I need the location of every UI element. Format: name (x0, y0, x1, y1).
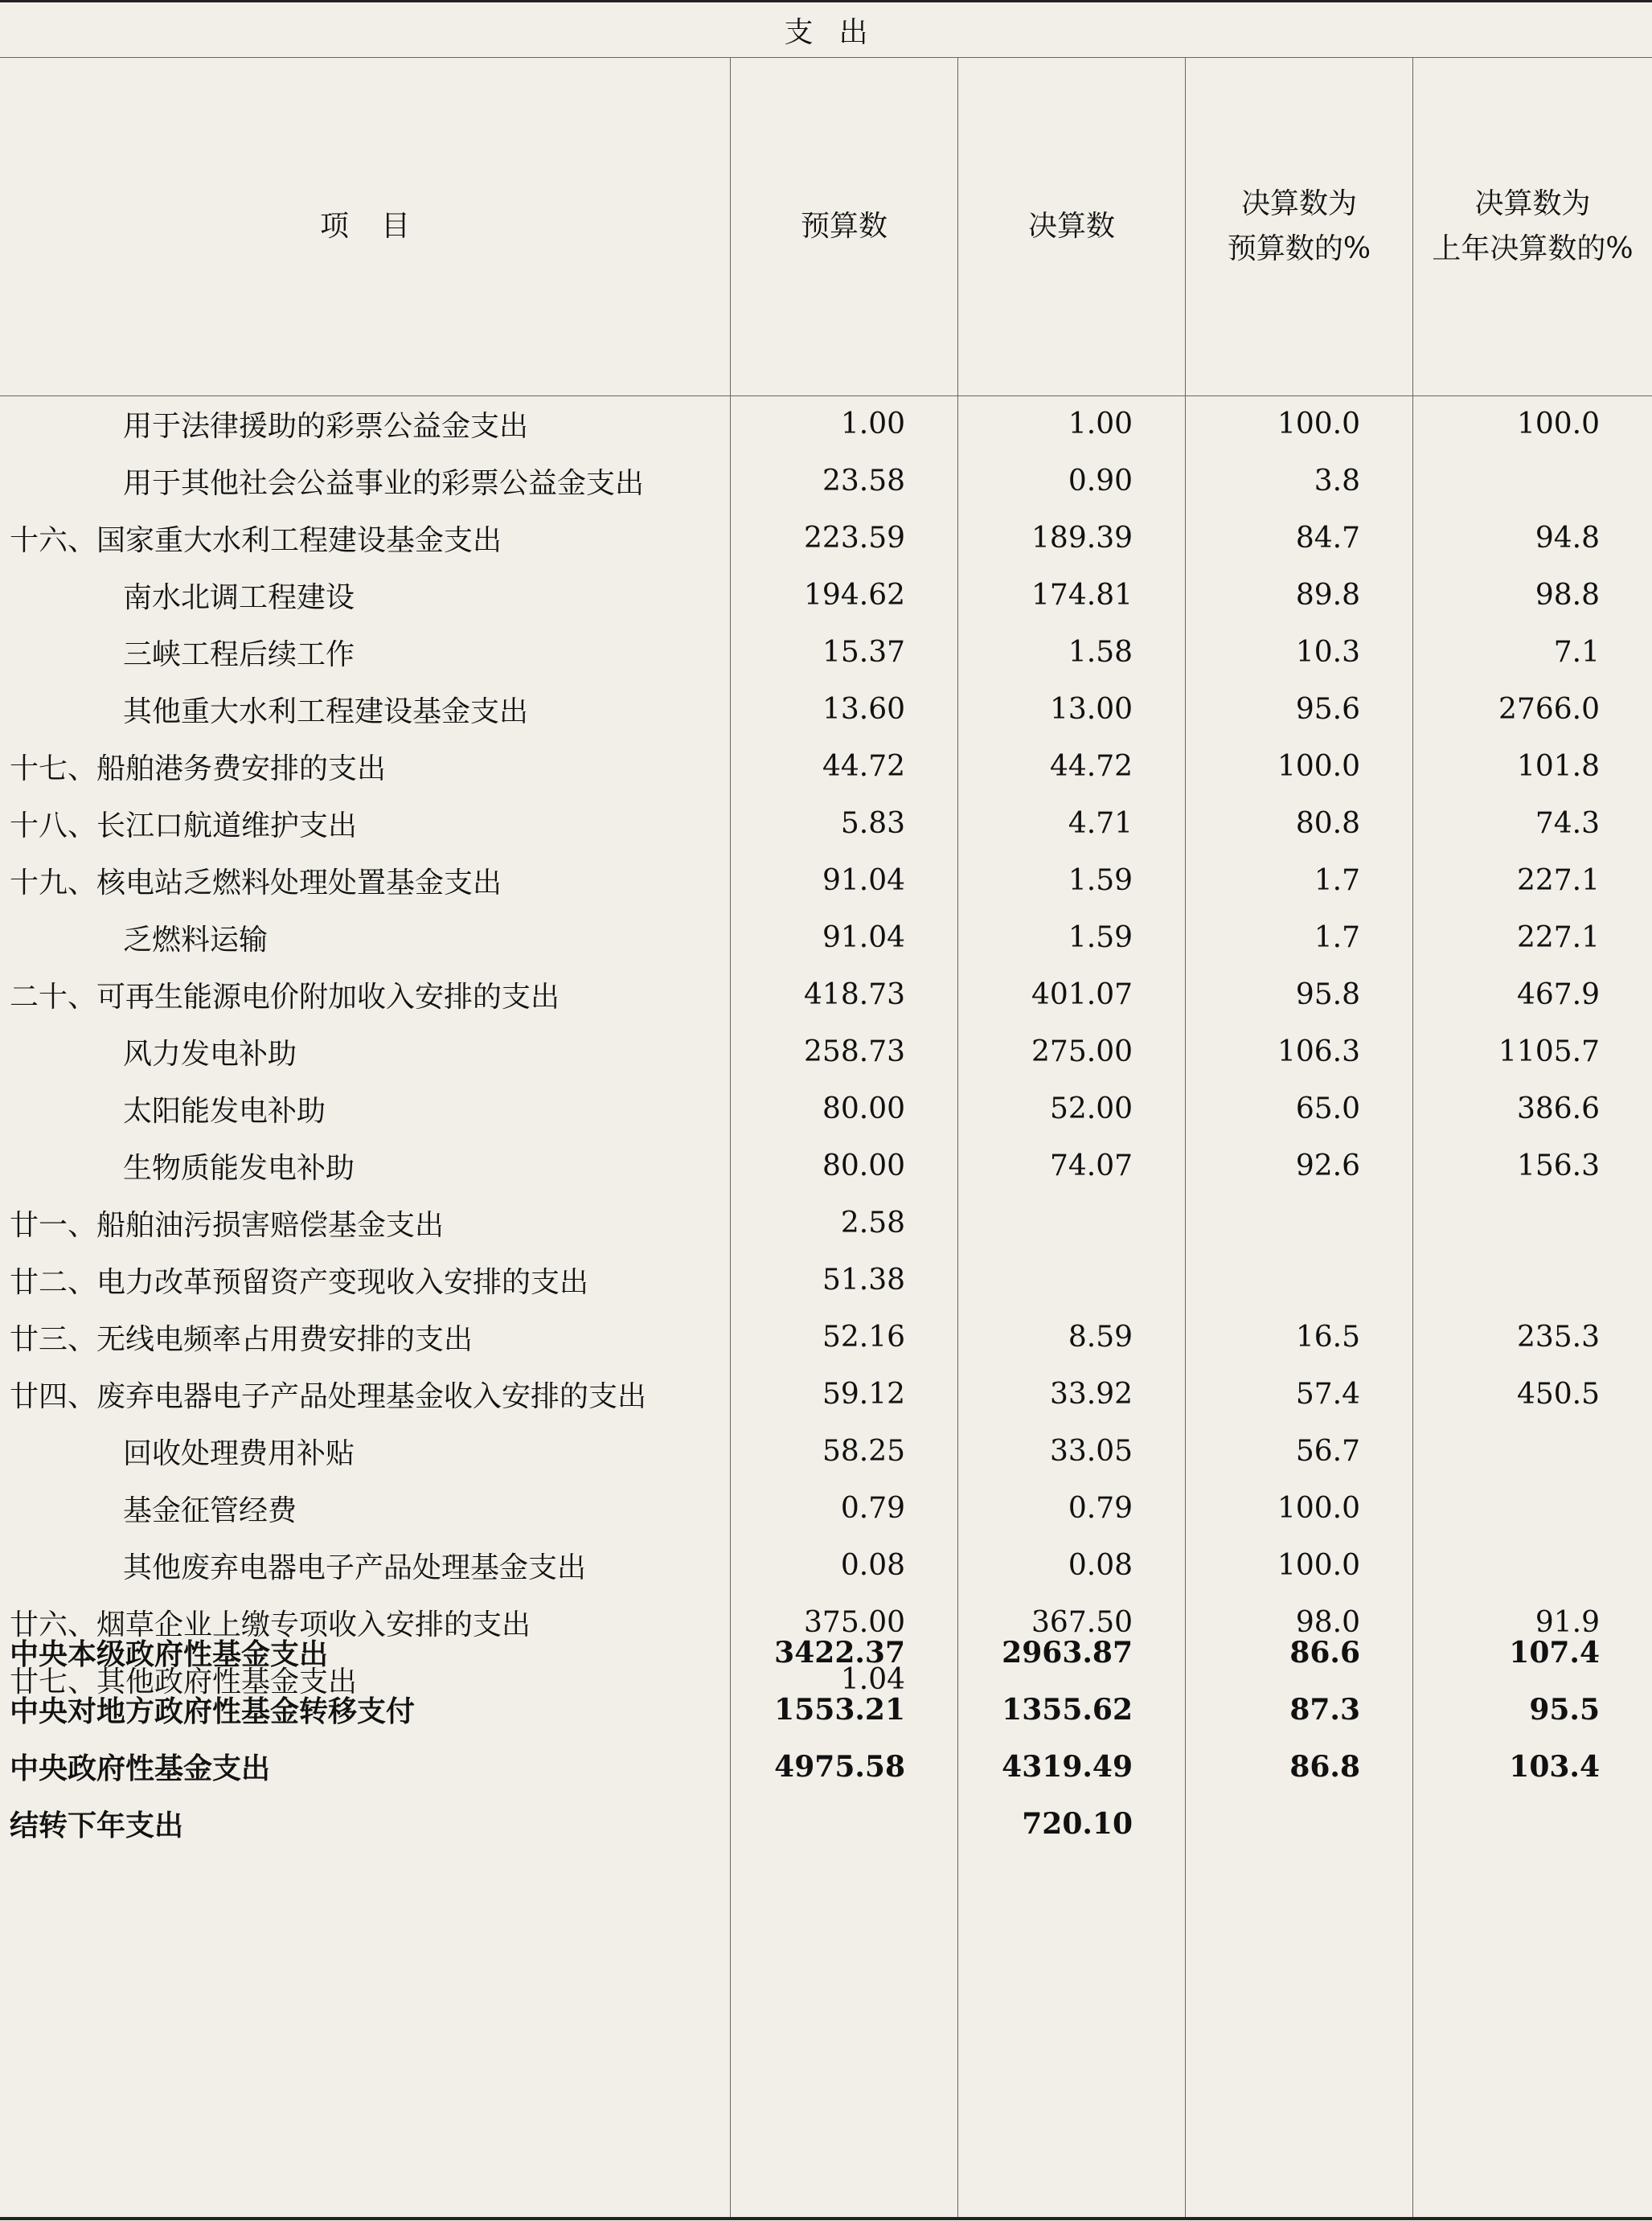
table-row-label: 其他重大水利工程建设基金支出 (123, 695, 529, 728)
table-row-label: 用于法律援助的彩票公益金支出 (123, 410, 529, 443)
total-row-pct-budget: 87.3 (1289, 1692, 1360, 1727)
total-row-final: 4319.49 (1002, 1749, 1133, 1784)
table-row-final: 275.00 (1031, 1035, 1133, 1068)
table-row-label: 廿三、无线电频率占用费安排的支出 (10, 1323, 473, 1356)
table-row-pct-prev: 91.9 (1535, 1606, 1600, 1639)
table-row-pct-budget: 57.4 (1295, 1378, 1360, 1411)
table-row-pct-prev: 7.1 (1553, 636, 1600, 669)
table-row-budget: 52.16 (822, 1321, 905, 1354)
table-row-pct-budget: 10.3 (1295, 636, 1360, 669)
total-row-label: 中央对地方政府性基金转移支付 (10, 1694, 416, 1728)
table-row-final: 0.79 (1068, 1492, 1133, 1525)
header-pct-prev: 决算数为 上年决算数的% (1412, 58, 1652, 395)
table-row-pct-budget: 1.7 (1314, 921, 1360, 954)
table-row-pct-budget: 106.3 (1277, 1035, 1360, 1068)
table-row-budget: 13.60 (822, 693, 905, 726)
table-row-final: 4.71 (1068, 807, 1133, 840)
table-row-final: 1.00 (1068, 408, 1133, 441)
table-row-pct-prev: 101.8 (1516, 750, 1600, 783)
table-row-pct-prev: 98.8 (1535, 579, 1600, 612)
table-row-pct-budget: 100.0 (1277, 408, 1360, 441)
table-row-final: 0.08 (1068, 1549, 1133, 1582)
table-row-pct-budget: 100.0 (1277, 1549, 1360, 1582)
table-row-pct-budget: 3.8 (1314, 465, 1360, 498)
table-row-pct-prev: 94.8 (1535, 522, 1600, 555)
table-row-budget: 91.04 (822, 921, 905, 954)
column-pct-prev (1412, 395, 1652, 2217)
table-row-label: 十八、长江口航道维护支出 (10, 809, 358, 842)
table-body (0, 395, 1652, 2217)
header-budget: 预算数 (730, 58, 957, 395)
table-row-label: 用于其他社会公益事业的彩票公益金支出 (123, 467, 645, 500)
table-row-final: 33.92 (1049, 1378, 1133, 1411)
table-row-budget: 15.37 (822, 636, 905, 669)
table-row-label: 风力发电补助 (123, 1038, 297, 1071)
total-row-pct-prev: 95.5 (1529, 1692, 1600, 1727)
table-row-label: 十七、船舶港务费安排的支出 (10, 752, 387, 785)
table-row-final: 44.72 (1049, 750, 1133, 783)
total-row-pct-budget: 86.8 (1289, 1749, 1360, 1784)
total-row-budget: 4975.58 (774, 1749, 905, 1784)
table-row-budget: 1.00 (840, 408, 905, 441)
table-row-pct-prev (1413, 1252, 1652, 1309)
table-row-label: 生物质能发电补助 (123, 1152, 355, 1185)
table-row-pct-budget (1186, 1195, 1412, 1252)
total-row-label: 结转下年支出 (10, 1809, 184, 1842)
table-row-final: 74.07 (1049, 1149, 1133, 1182)
table-row-label: 廿四、废弃电器电子产品处理基金收入安排的支出 (10, 1380, 647, 1413)
table-row-label: 廿一、船舶油污损害赔偿基金支出 (10, 1209, 445, 1242)
table-row-pct-prev (1413, 453, 1652, 510)
table-header (0, 58, 1652, 396)
table-row-final: 33.05 (1049, 1435, 1133, 1468)
table-row-final: 0.90 (1068, 465, 1133, 498)
table-row-pct-prev: 467.9 (1516, 978, 1600, 1011)
total-row-final: 1355.62 (1002, 1692, 1133, 1727)
table-row-pct-prev: 235.3 (1516, 1321, 1600, 1354)
table-row-final: 1.59 (1068, 864, 1133, 897)
table-row-pct-budget: 1.7 (1314, 864, 1360, 897)
table-row-pct-prev (1413, 1537, 1652, 1594)
table-row-budget: 23.58 (822, 465, 905, 498)
table-row-label: 南水北调工程建设 (123, 581, 355, 614)
table-row-pct-prev: 386.6 (1516, 1092, 1600, 1125)
table-row-final: 1.58 (1068, 636, 1133, 669)
total-row-pct-prev: 103.4 (1509, 1749, 1600, 1784)
table-row-pct-budget: 100.0 (1277, 750, 1360, 783)
table-row-budget: 5.83 (840, 807, 905, 840)
table-row-budget: 59.12 (822, 1378, 905, 1411)
table-row-budget: 1.04 (840, 1663, 905, 1696)
total-row-pct-budget (1186, 1795, 1412, 1852)
header-final: 决算数 (957, 58, 1185, 395)
table-row-pct-budget (1186, 1252, 1412, 1309)
table-row-label: 廿七、其他政府性基金支出 (10, 1666, 358, 1699)
table-row-pct-prev: 1105.7 (1498, 1035, 1600, 1068)
total-row-label: 中央本级政府性基金支出 (10, 1637, 329, 1671)
total-row-label: 中央政府性基金支出 (10, 1752, 271, 1785)
table-row-label: 基金征管经费 (123, 1494, 297, 1527)
table-row-pct-budget: 89.8 (1295, 579, 1360, 612)
table-row-final (958, 1252, 1185, 1309)
table-row-budget: 258.73 (804, 1035, 905, 1068)
table-row-pct-prev: 156.3 (1516, 1149, 1600, 1182)
table-row-label: 回收处理费用补贴 (123, 1437, 355, 1470)
table-row-label: 十六、国家重大水利工程建设基金支出 (10, 524, 502, 557)
table-row-pct-budget: 84.7 (1295, 522, 1360, 555)
table-row-pct-prev: 74.3 (1535, 807, 1600, 840)
table-row-final: 52.00 (1049, 1092, 1133, 1125)
column-item (0, 395, 730, 2217)
table-row-budget: 80.00 (822, 1149, 905, 1182)
table-row-label: 其他废弃电器电子产品处理基金支出 (123, 1551, 587, 1584)
table-row-budget: 194.62 (804, 579, 905, 612)
table-row-budget: 80.00 (822, 1092, 905, 1125)
table-row-pct-budget: 16.5 (1295, 1321, 1360, 1354)
bottom-rule (0, 2217, 1652, 2220)
total-row-pct-budget: 86.6 (1289, 1635, 1360, 1670)
column-final (957, 395, 1185, 2217)
table-row-pct-prev (1413, 1480, 1652, 1537)
table-row-budget: 91.04 (822, 864, 905, 897)
header-pct-budget: 决算数为 预算数的% (1185, 58, 1412, 395)
table-row-pct-prev: 227.1 (1516, 864, 1600, 897)
table-row-budget: 2.58 (840, 1207, 905, 1240)
table-row-label: 廿六、烟草企业上缴专项收入安排的支出 (10, 1608, 531, 1641)
table-row-final (958, 1195, 1185, 1252)
total-row-final: 2963.87 (1002, 1635, 1133, 1670)
table-row-budget: 51.38 (822, 1264, 905, 1297)
table-row-pct-budget: 98.0 (1295, 1606, 1360, 1639)
table-row-budget: 375.00 (804, 1606, 905, 1639)
table-row-pct-budget: 56.7 (1295, 1435, 1360, 1468)
table-row-pct-budget: 65.0 (1295, 1092, 1360, 1125)
table-row-label: 太阳能发电补助 (123, 1095, 326, 1128)
header-item: 项目 (319, 210, 442, 243)
table-row-pct-budget: 80.8 (1295, 807, 1360, 840)
table-row-pct-budget: 92.6 (1295, 1149, 1360, 1182)
table-row-pct-budget: 95.8 (1295, 978, 1360, 1011)
total-row-pct-prev: 107.4 (1509, 1635, 1600, 1670)
table-row-pct-prev (1413, 1195, 1652, 1252)
table-row-final: 1.59 (1068, 921, 1133, 954)
table-row-pct-budget: 100.0 (1277, 1492, 1360, 1525)
table-row-label: 十九、核电站乏燃料处理处置基金支出 (10, 867, 502, 899)
table-caption: 支出 (0, 2, 1652, 58)
total-row-final: 720.10 (1022, 1806, 1133, 1841)
table-row-final: 401.07 (1031, 978, 1133, 1011)
column-pct-budget (1185, 395, 1412, 2217)
table-row-pct-prev (1413, 1423, 1652, 1480)
table-row-budget: 0.79 (840, 1492, 905, 1525)
table-row-label: 乏燃料运输 (123, 924, 269, 957)
table-row-pct-budget: 95.6 (1295, 693, 1360, 726)
table-row-final: 189.39 (1031, 522, 1133, 555)
total-row-budget (731, 1795, 957, 1852)
table-row-label: 二十、可再生能源电价附加收入安排的支出 (10, 981, 560, 1014)
table-row-label: 廿二、电力改革预留资产变现收入安排的支出 (10, 1266, 589, 1299)
table-row-final: 174.81 (1031, 579, 1133, 612)
table-row-final: 367.50 (1031, 1606, 1133, 1639)
table-row-pct-prev: 227.1 (1516, 921, 1600, 954)
table-row-final: 13.00 (1049, 693, 1133, 726)
column-budget (730, 395, 957, 2217)
table-row-budget: 0.08 (840, 1549, 905, 1582)
table-row-budget: 418.73 (804, 978, 905, 1011)
table-row-final: 8.59 (1068, 1321, 1133, 1354)
table-row-budget: 58.25 (822, 1435, 905, 1468)
total-row-pct-prev (1413, 1795, 1652, 1852)
table-row-budget: 223.59 (804, 522, 905, 555)
table-row-pct-prev: 2766.0 (1498, 693, 1600, 726)
total-row-budget: 1553.21 (774, 1692, 905, 1727)
table-row-budget: 44.72 (822, 750, 905, 783)
table-row-pct-prev: 100.0 (1516, 408, 1600, 441)
total-row-budget: 3422.37 (774, 1635, 905, 1670)
table-row-pct-prev: 450.5 (1516, 1378, 1600, 1411)
table-row-label: 三峡工程后续工作 (123, 638, 355, 671)
